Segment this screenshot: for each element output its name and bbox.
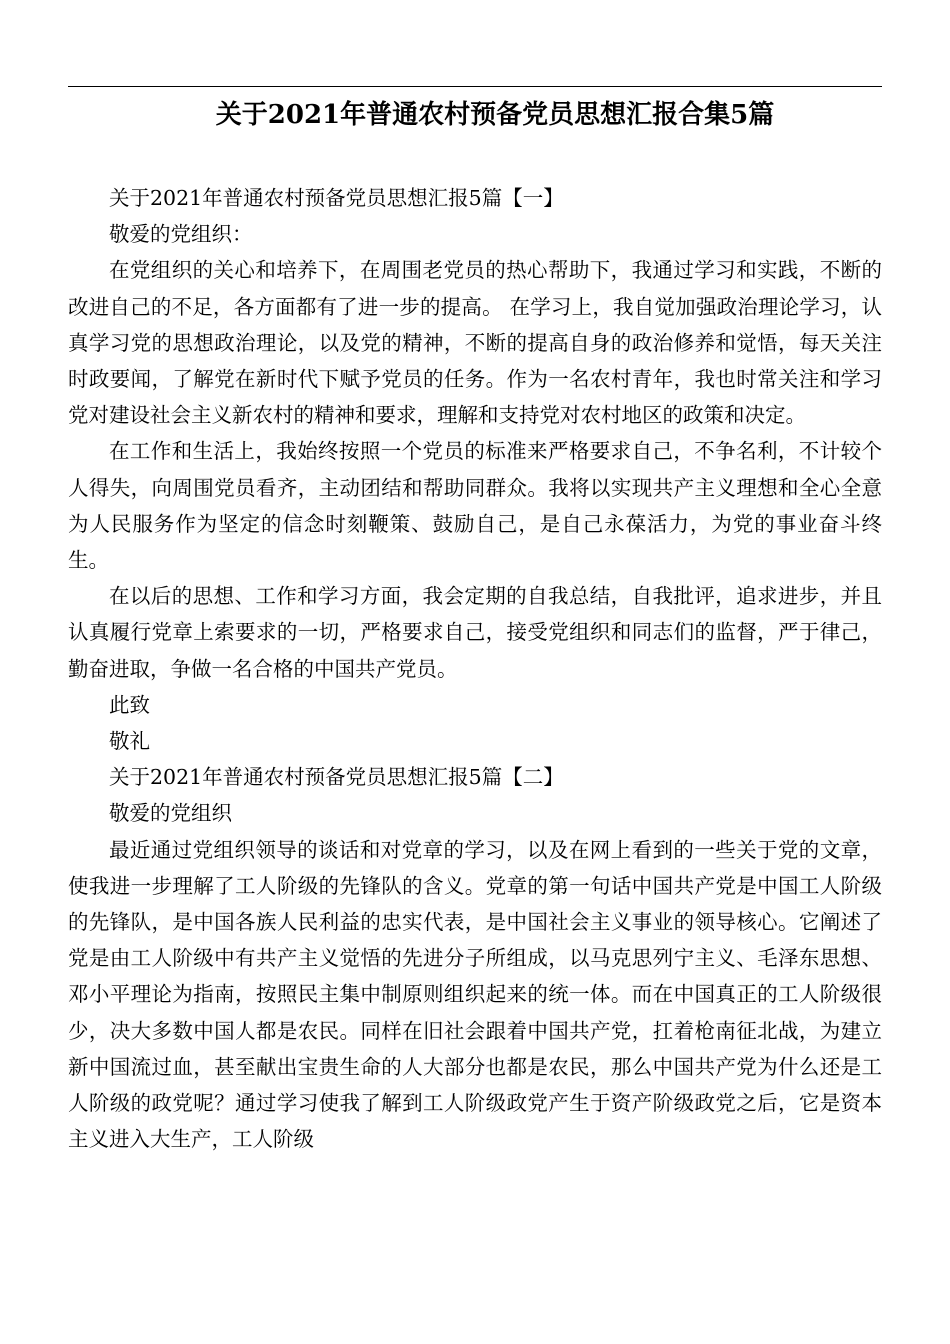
section-heading-2: 关于2021年普通农村预备党员思想汇报5篇【二】 <box>109 765 564 790</box>
salutation: 敬爱的党组织： <box>109 222 253 247</box>
document-body <box>68 180 882 1157</box>
section-heading-1: 关于2021年普通农村预备党员思想汇报5篇【一】 <box>109 186 564 210</box>
closing-line: 敬礼 <box>109 729 150 754</box>
header-rule <box>68 86 882 87</box>
body-paragraph: 在党组织的关心和培养下，在周围老党员的热心帮助下，我通过学习和实践，不断的改进自己的不足，各方面都有了进一步的提高。 在学习上，我自觉加强政治理论学习，认真学习党的思想政治理论，以及党的精神，不断的提高自身的政治修养和觉悟，每天关注时政要闻，了解党在新时代下赋予党员的任务。作为一名农村青年，我也时常关注和学习党对建设社会主义新农村的精神和要求，理解和支持党对农村地区的政策和决定。 <box>68 258 882 428</box>
body-paragraph: 最近通过党组织领导的谈话和对党章的学习，以及在网上看到的一些关于党的文章，使我进一步理解了工人阶级的先锋队的含义。党章的第一句话中国共产党是中国工人阶级的先锋队，是中国各族人民利益的忠实代表，是中国社会主义事业的领导核心。它阐述了党是由工人阶级中有共产主义觉悟的先进分子所组成，以马克思列宁主义、毛泽东思想、邓小平理论为指南，按照民主集中制原则组织起来的统一体。而在中国真正的工人阶级很少，决大多数中国人都是农民。同样在旧社会跟着中国共产党，扛着枪南征北战，为建立新中国流过血，甚至献出宝贵生命的人大部分也都是农民，那么中国共产党为什么还是工人阶级的政党呢？通过学习使我了解到工人阶级政党产生于资产阶级政党之后，它是资本主义进入大生产，工人阶级 <box>68 837 882 1152</box>
salutation: 敬爱的党组织 <box>109 801 232 826</box>
document-title: 关于2021年普通农村预备党员思想汇报合集5篇 <box>215 100 775 130</box>
closing-line: 此致 <box>109 692 150 717</box>
body-paragraph: 在工作和生活上，我始终按照一个党员的标准来严格要求自己，不争名利，不计较个人得失，向周围党员看齐，主动团结和帮助同群众。我将以实现共产主义理想和全心全意为人民服务作为坚定的信念时刻鞭策、鼓励自己，是自己永葆活力，为党的事业奋斗终生。 <box>68 439 882 573</box>
body-paragraph: 在以后的思想、工作和学习方面，我会定期的自我总结，自我批评，追求进步，并且认真履行党章上索要求的一切，严格要求自己，接受党组织和同志们的监督，严于律己，勤奋进取，争做一名合格的中国共产党员。 <box>68 584 882 681</box>
